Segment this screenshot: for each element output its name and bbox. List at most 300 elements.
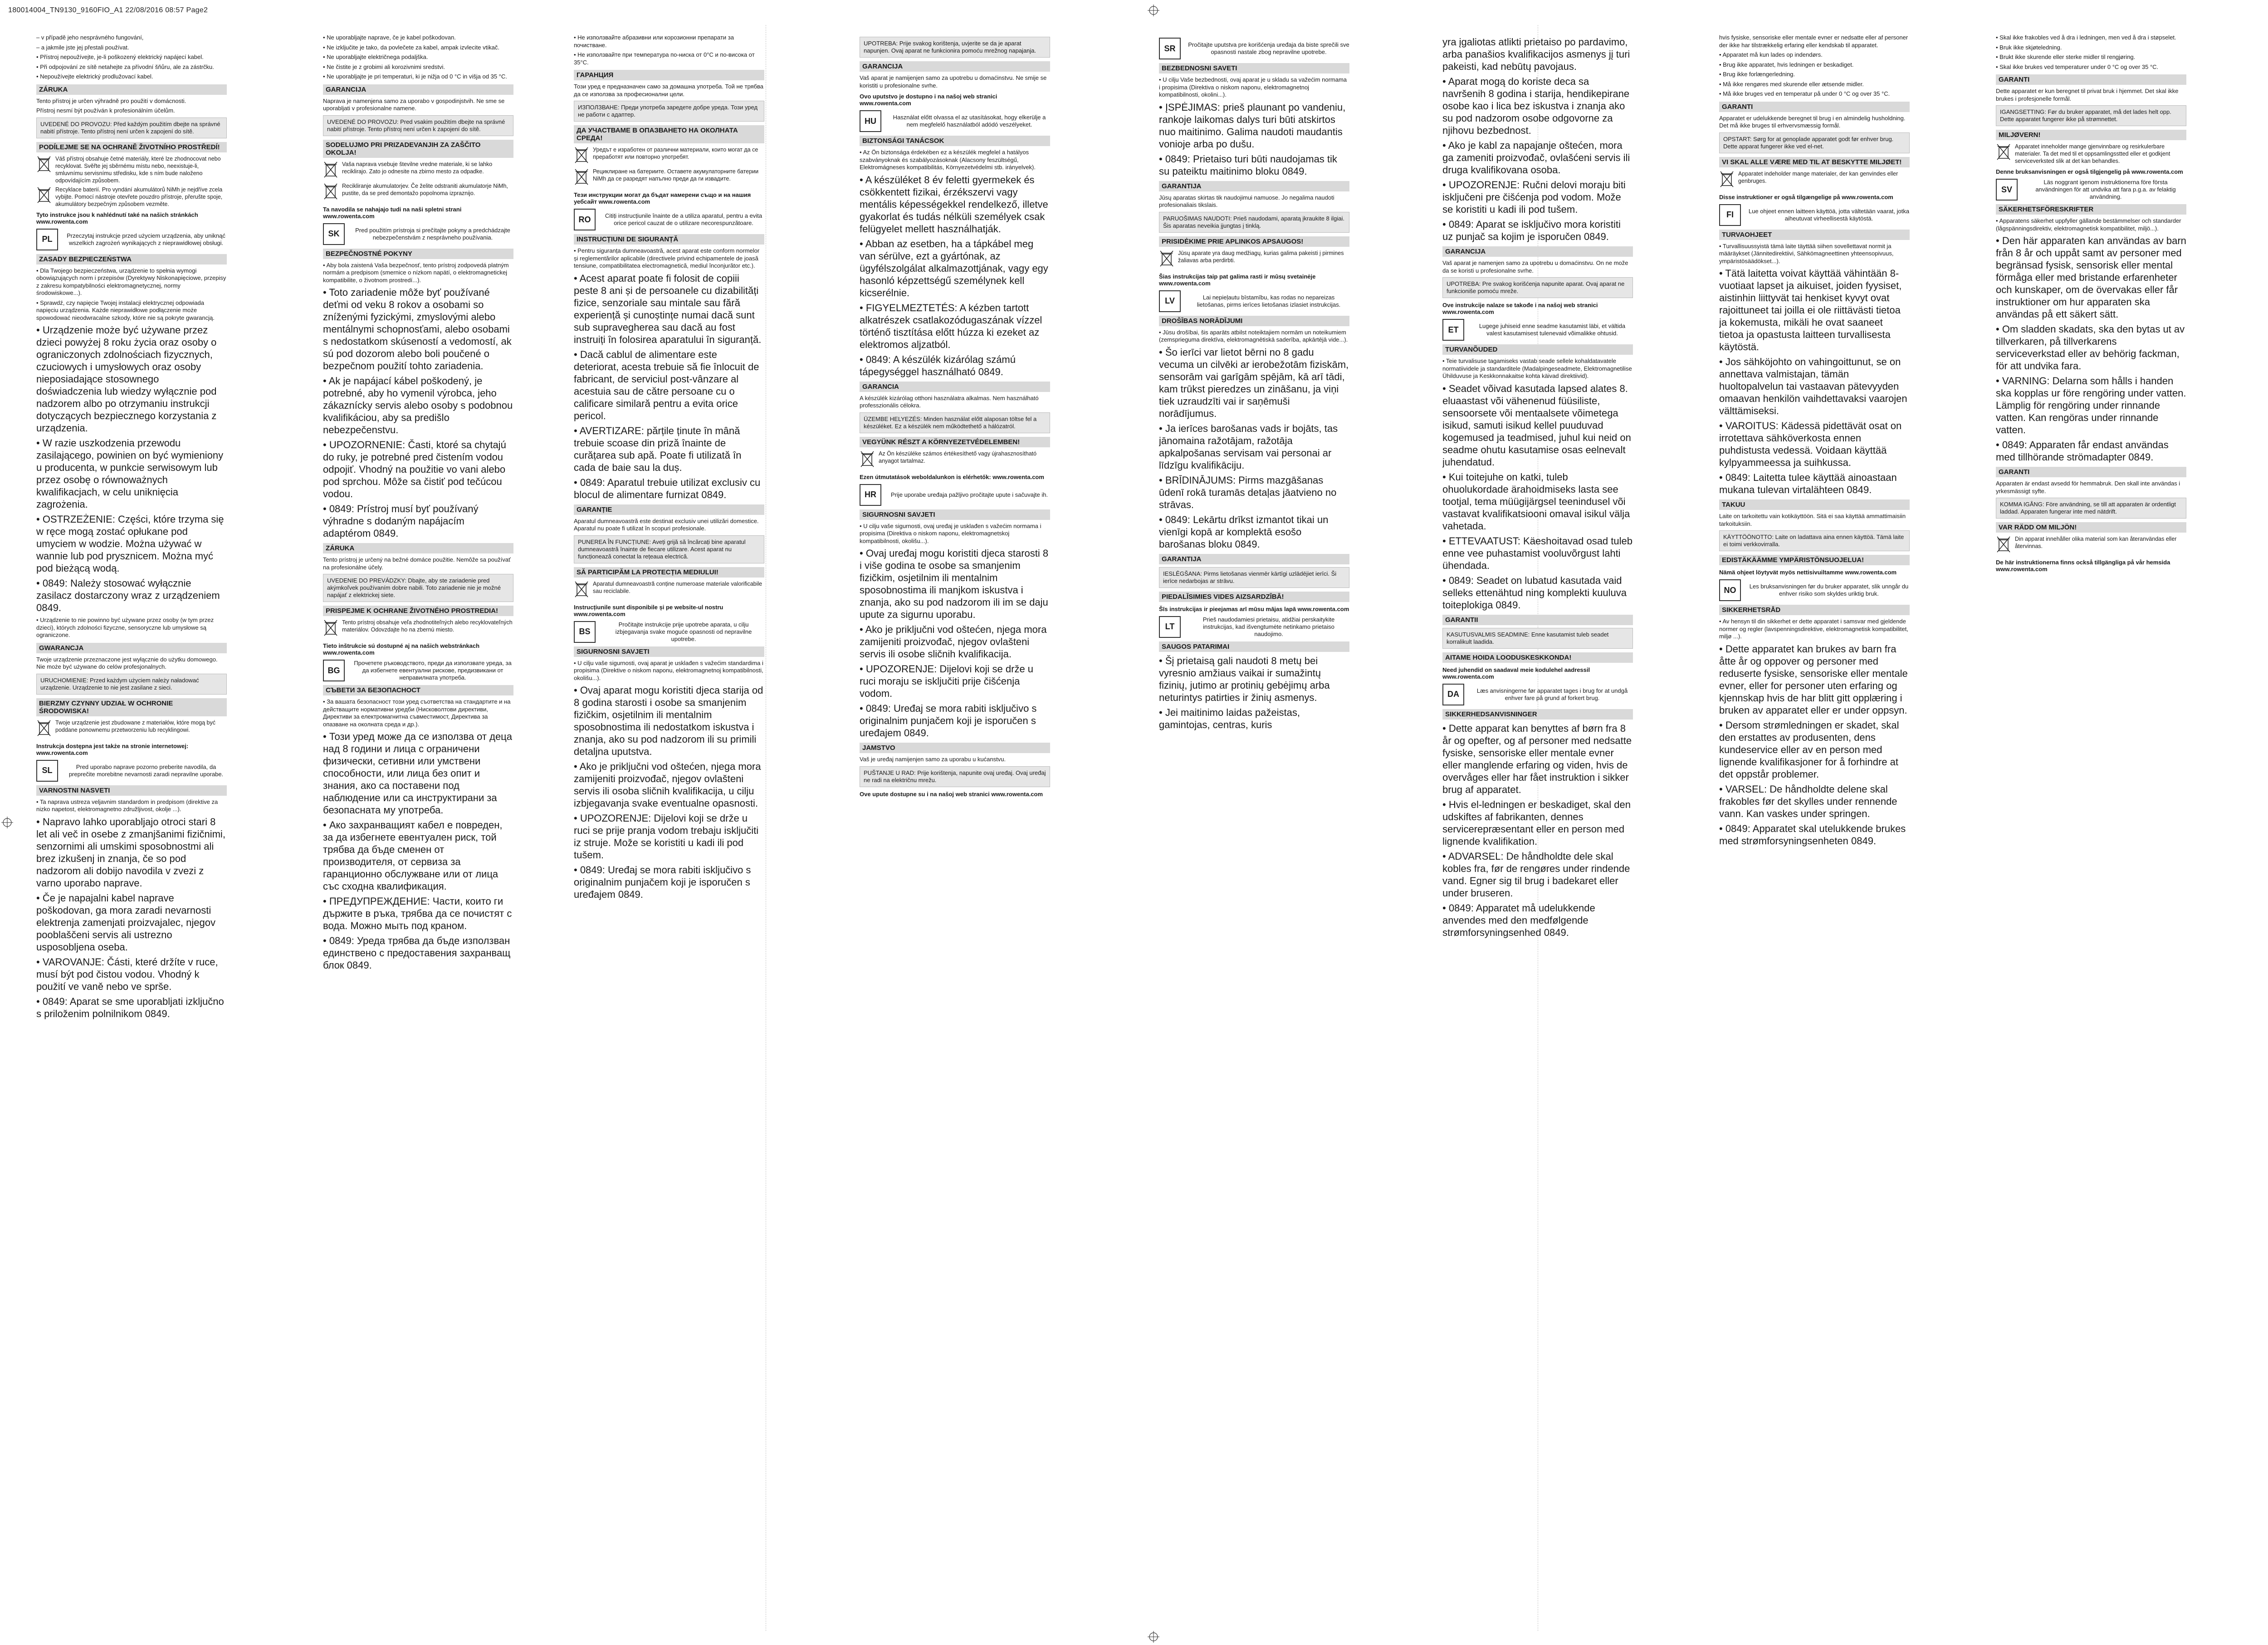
section-heading: GARANTIJA [1159,181,1349,191]
safety-warning-text: • 0849: Lekārtu drīkst izmantot tikai un vienīgi kopā ar komplektā esošo barošanas bloku 0849. [1159,514,1329,550]
safety-warning-text: • Dette apparatet kan brukes av barn fra åtte år og oppover og personer med reduserte fysiske, sensoriske eller mentale evner, eller for personer uten erfaring og kjennskap hvis de har blitt gitt opplæring i bruken av apparatet eller er under oppsyn. [1719,643,1908,716]
language-section-header [574,209,764,230]
section-heading: AITAME HOIDA LOODUSKESKKONDA! [1442,652,1633,663]
section-heading: PRISIDĖKIME PRIE APLINKOS APSAUGOS! [1159,236,1349,247]
body-text: • U cilju vaše sigurnosti, ovaj aparat je usklađen s važećim standardima i propisima (Direktive o niskom naponu, elektromagnetnoj kompatibilnosti, okolišu...). [574,659,763,681]
boxed-notice: ИЗПОЛЗВАНЕ: Преди употреба заредете добре уреда. Този уред не работи с адаптер. [574,101,764,122]
safety-warning-text: • 0849: Uređaj se mora rabiti isključivo s originalnim punjačem koji je isporučen s uređajem 0849. [574,864,751,900]
safety-warning-text: • Ako je priključni vod oštećen, njega mora zamijeniti proizvođač, njegov ovlašteni servis ili osobe sličnih kvalifikacija. [860,624,1047,660]
recycling-notice [574,580,764,600]
body-text: Vaš aparat je namijenjen samo za upotrebu u domaćinstvu. Ne smije se koristiti u profesionalne svrhe. [860,74,1047,89]
text-column [1442,34,1633,1617]
language-section-header [1442,319,1633,341]
text-column [1719,34,1910,1617]
section-heading: TURVANÕUDED [1442,344,1633,355]
website-note: Disse instruktioner er også tilgængelige på www.rowenta.com [1719,193,1893,201]
safety-warning-text: • 0849: Seadet on lubatud kasutada vaid selleks ettenähtud ning komplekti kuuluva toiteplokiga 0849. [1442,574,1627,611]
recycling-notice [36,155,227,184]
safety-warning-text: • Tätä laitetta voivat käyttää vähintään 8-vuotiaat lapset ja aikuiset, joiden fyysiset, aistinhin liittyvät tai henkiset kyvyt ovat rajoittuneet tai joilla ei ole riittävästi tietoa ja kokemusta, mikäli he ovat saaneet tietoa ja opastusta laitteen turvallisesta käytöstä. [1719,268,1902,352]
boxed-notice: IGANGSETTING: Før du bruker apparatet, må det lades helt opp. Dette apparatet fungerer ikke på strømnettet. [1996,105,2186,126]
website-note: De här instruktionerna finns också tillgängliga på vår hemsida www.rowenta.com [1996,559,2170,573]
safety-warning-text: • 0849: Apparaten får endast användas med tillhörande strömadapter 0849. [1996,439,2169,463]
recycling-notice [1996,535,2186,555]
body-text: • U cilju vaše sigurnosti, ovaj uređaj je usklađen s važećim normama i propisima (Direktiva o niskom naponu, elektromagnetskoj kompatibilnosti, okolišu...). [860,522,1041,544]
crossed-out-bin-icon [1996,535,2011,555]
crossed-out-bin-icon [323,161,338,181]
safety-warning-text: • Dacă cablul de alimentare este deteriorat, acesta trebuie să fie înlocuit de fabricant, de serviciul post-vânzare al acestuia sau de către persoane cu o calificare similară pentru a evita orice pericol. [574,348,759,421]
language-section-header [1442,684,1633,705]
safety-warning-text: • VAROVANJE: Části, které držíte v ruce, musí být pod čistou vodou. Vhodný k použití ve vaně nebo ve sprše. [36,956,218,992]
safety-warning-text: • Ако захранващият кабел е повреден, за да избегнете евентуален риск, той трябва да бъде сменен от производителя, от сервиза за гаранционно обслужване или от лица със сходна квалификация. [323,819,503,892]
safety-warning-text: • 0849: Aparatul trebuie utilizat exclusiv cu blocul de alimentare furnizat 0849. [574,476,761,500]
language-intro-text: Les bruksanvisningen før du bruker apparatet, slik unngår du enhver risiko som skyldes uriktig bruk. [1749,583,1909,597]
body-text: hvis fysiske, sensoriske eller mentale evner er nedsatte eller af personer der ikke har tilstrækkelig erfaring eller kendskab til apparatet. [1719,34,1908,49]
section-heading: GARANTI [1996,74,2186,85]
website-note: Ove instrukcije nalaze se takođe i na našoj web stranici www.rowenta.com [1442,302,1598,315]
body-text: Apparatet er udelukkende beregnet til brug i en almindelig husholdning. Det må ikke bruges til erhvervsmæssig formål. [1719,114,1906,129]
text-column [1996,34,2186,1617]
section-heading: ZÁRUKA [323,543,513,553]
section-heading: VEGYÜNK RÉSZT A KÖRNYEZETVÉDELEMBEN! [860,437,1050,447]
language-intro-text: Läs noggrant igenom instruktionerna före första användningen för att undvika att fara p.g.a. av felaktig användning. [2035,179,2176,200]
recycling-notice [860,450,1050,470]
safety-warning-text: • VAROITUS: Kädessä pidettävät osat on irrotettava sähköverkosta ennen puhdistusta vedessä. Voidaan käyttää kylpyammeessa ja suihkussa. [1719,420,1902,468]
safety-warning-text: • UPOZORENJE: Dijelovi koji se drže u ruci moraju se isključiti prije čišćenja vodom. [860,663,1034,699]
website-note: Instrukcja dostępna jest także na stronie internetowej: www.rowenta.com [36,742,189,756]
body-text: • Не използвайте абразивни или корозионни препарати за почистване. [574,34,734,49]
boxed-notice: PUŠTANJE U RAD: Prije korištenja, napunite ovaj uređaj. Ovaj uređaj ne radi na električnu mrežu. [860,766,1050,787]
section-heading: SODELUJMO PRI PRIZADEVANJIH ZA ZAŠČITO OKOLJA! [323,140,513,158]
body-text: Jūsų aparatas skirtas tik naudojimui namuose. Jo negalima naudoti profesionaliais tikslais. [1159,194,1334,208]
safety-warning-text: • 0849: Aparat se isključivo mora koristiti uz punjač sa kojim je isporučen 0849. [1442,219,1621,242]
boxed-notice: ÜZEMBE HELYEZÉS: Minden használat előtt alaposan töltse fel a készüléket. Ez a készülék nem működtethető a hálózatról. [860,412,1050,433]
language-code-badge: SR [1159,38,1181,59]
body-text: • Må ikke bruges ved en temperatur på under 0 °C og over 35 °C. [1719,90,1890,97]
section-heading: SÄKERHETSFÖRESKRIFTER [1996,204,2186,215]
language-code-badge: FI [1719,204,1741,226]
language-code-badge: NO [1719,579,1741,601]
body-text: • Nepoužívejte elektrický prodlužovací kabel. [36,73,153,80]
recycling-text: Recikliranje akumulatorjev. Če želite odstraniti akumulatorje NiMh, pustite, da se pred demontažo popolnoma izpraznijo. [342,182,508,196]
recycling-text: Рециклиране на батериите. Оставете акумулаторните батерии NiMh да се разредят напълно преди да ги извадите. [593,168,759,182]
safety-warning-text: • FIGYELMEZTETÉS: A kézben tartott alkatrészek csatlakozódugaszának vízzel történő tisztítása előtt húzza ki ezeket az elektromos aljzatból. [860,302,1042,350]
safety-warning-text: • Acest aparat poate fi folosit de copiii peste 8 ani și de persoanele cu dizabilități fizice, senzoriale sau mintale sau fără experiență și cunoștințe numai dacă sunt sub supravegherea sau dacă au fost instruiți în folosirea aparatului în siguranță. [574,272,762,345]
section-heading: ГАРАНЦИЯ [574,70,764,80]
body-text: • Brug ikke apparatet, hvis ledningen er beskadiget. [1719,61,1854,68]
language-code-badge: SL [36,760,58,782]
boxed-notice: PARUOŠIMAS NAUDOTI: Prieš naudodami, aparatą įkraukite 8 ilgiai. Šis aparatas neveikia įjungtas į tinklą. [1159,212,1349,233]
recycling-notice [574,168,764,188]
language-intro-text: Lugege juhiseid enne seadme kasutamist läbi, et vältida valest kasutamisest tulenevaid võimalikke ohtusid. [1479,323,1626,337]
safety-warning-text: • Този уред може да се използва от деца над 8 години и лица с ограничени физически, сетивни или умствени способности, или лица без опит и знания, ако са поставени под наблюдение или са инструктирани за безопасната му употреба. [323,731,513,816]
section-heading: SIKKERHETSRÅD [1719,605,1910,615]
body-text: • Urządzenie to nie powinno być używane przez osoby (w tym przez dzieci), których zdolności fizyczne, sensoryczne lub umysłowe są ograniczone. [36,617,214,638]
section-heading: BEZBEDNOSNI SAVETI [1159,63,1349,73]
recycling-text: Din apparat innehåller olika material som kan återanvändas eller återvinnas. [2015,536,2177,549]
section-heading: VAR RÄDD OM MILJÖN! [1996,522,2186,533]
language-section-header [574,621,764,643]
safety-warning-text: • Šį prietaisą gali naudoti 8 metų bei vyresnio amžiaus vaikai ir sumažintų fizinių, jutimo ar protinių gebėjimų arba neturintys patirties ir žinių asmenys. [1159,655,1330,703]
safety-warning-text: yra įgaliotas atlikti prietaiso po pardavimo, arba panašios kvalifikacijos asmenys jį turi pakeisti, kad nebūtų pavojaus. [1442,36,1630,72]
safety-warning-text: • Om sladden skadats, ska den bytas ut av tillverkaren, på tillverkarens serviceverkstad eller av behörig fackman, för att undvika fara. [1996,323,2185,372]
website-note: Šias instrukcijas taip pat galima rasti ir mūsų svetainėje www.rowenta.com [1159,273,1316,287]
website-note: Ta navodila se nahajajo tudi na naši spletni strani www.rowenta.com [323,206,462,220]
safety-warning-text: • 0849: Apparatet må udelukkende anvendes med den medfølgende strømforsyningsenhed 0849. [1442,902,1595,938]
safety-warning-text: • Če je napajalni kabel naprave poškodovan, ga mora zaradi nevarnosti elektrenja zamenjati proizvajalec, njegov pooblaščeni servis ali ustrezno usposobljena oseba. [36,892,215,953]
language-intro-text: Pročitajte instrukcije prije upotrebe aparata, u cilju izbjegavanja svake moguće opasnosti od nepravilne upotrebe. [615,621,752,642]
boxed-notice: UVEDENÉ DO PROVOZU: Pred vsakim použitím dbejte na správné nabití přístroje. Tento přístroj není určen k zapojení do sítě. [323,115,513,136]
body-text: • Ta naprava ustreza veljavnim standardom in predpisom (direktive za nizko napetost, elektromagnetno združljivost, okolje ...). [36,798,218,813]
section-heading: SĂ PARTICIPĂM LA PROTECȚIA MEDIULUI! [574,567,764,578]
registration-mark-icon [1148,5,1159,16]
language-intro-text: Przeczytaj instrukcje przed użyciem urządzenia, aby uniknąć wszelkich zagrożeń wynikających z nieprawidłowej obsługi. [67,232,225,246]
safety-warning-text: • Ak je napájací kábel poškodený, je potrebné, aby ho vymenil výrobca, jeho zákaznícky servis alebo osoby s podobnou kvalifikáciou, aby sa predišlo nebezpečenstvu. [323,375,513,436]
language-section-header [323,223,513,245]
language-code-badge: PL [36,229,58,250]
section-heading: ZÁRUKA [36,84,227,95]
safety-warning-text: • Ako je kabl za napajanje oštećen, mora ga zameniti proizvođač, ovlašćeni servis ili druga kvalifikovana osoba. [1442,140,1630,176]
recycling-notice [36,186,227,208]
body-text: Vaš je uređaj namijenjen samo za uporabu u kućanstvu. [860,756,1006,763]
body-text: • Aby bola zaistená Vaša bezpečnosť, tento prístroj zodpovedá platným normám a predpisom (smernice o nízkom napätí, o elektromagnetickej kompatibilite, o životnom prostredí...). [323,261,509,284]
safety-warning-text: • Kui toitejuhe on katki, tuleb ohuolukordade ärahoidmiseks lasta see tootjal, tema müügijärgsel teenindusel või vastavat kvalifikatsiooni omaval isikul välja vahetada. [1442,471,1630,532]
crossed-out-bin-icon [860,450,875,470]
website-note: Instrucțiunile sunt disponibile și pe website-ul nostru www.rowenta.com [574,603,723,617]
recycling-text: Recyklace baterií. Pro vyndání akumulátorů NiMh je nejdříve zcela vybijte. Pomocí nástroje otevřete pouzdro přístroje, přerušte spoje, akumulátory bezpečným způsobem vezměte. [55,186,223,207]
language-section-header [860,110,1050,132]
safety-warning-text: • UPOZORENJE: Dijelovi koji se drže u ruci se prije pranja vodom trebaju isključiti iz struje. Može se koristiti u kadi ili pod tušem. [574,813,759,861]
language-section-header [36,229,227,250]
recycling-text: Tento prístroj obsahuje veľa zhodnotiteľných alebo recyklovateľných materiálov. Odovzdajte ho na zbernú miesto. [342,619,513,633]
body-text: Dette apparatet er kun beregnet til privat bruk i hjemmet. Det skal ikke brukes i profesjonelle formål. [1996,88,2179,102]
language-section-header [860,484,1050,506]
safety-warning-text: • Urządzenie może być używane przez dzieci powyżej 8 roku życia oraz osoby o ograniczonych zdolnościach fizycznych, czuciowych i umysłowych oraz osoby nieposiadające stosownego doświadczenia lub wiedzy wyłącznie pod nadzorem albo po otrzymaniu instrukcji dotyczących bezpiecznego korzystania z urządzenia. [36,324,217,434]
body-text: Naprava je namenjena samo za uporabo v gospodinjstvih. Ne sme se uporabljati v profesionalne namene. [323,97,505,112]
crossed-out-bin-icon [574,580,589,600]
language-code-badge: BG [323,660,345,681]
website-note: Nämä ohjeet löytyvät myös nettisivuiltamme www.rowenta.com [1719,569,1897,576]
language-code-badge: HR [860,484,881,506]
recycling-text: Vaša naprava vsebuje številne vredne materiale, ki se lahko reciklirajo. Zato jo odnesite na zbirno mesto za odpadke. [342,161,493,175]
body-text: • Jūsu drošībai, šis aparāts atbilst noteiktajiem normām un noteikumiem (zemsprieguma direktīva, elektromagnētiskā saderība, apkārtējā vide...). [1159,328,1348,343]
body-text: Twoje urządzenie przeznaczone jest wyłącznie do użytku domowego. Nie może być używane do celów profesjonalnych. [36,656,218,670]
boxed-notice: KASUTUSVALMIS SEADMINE: Enne kasutamist tuleb seadet korralikult laadida. [1442,628,1633,649]
safety-warning-text: • 0849: A készülék kizárólag számú tápegységgel használható 0849. [860,353,1016,377]
section-heading: BIZTONSÁGI TANÁCSOK [860,136,1050,146]
boxed-notice: KÄYTTÖÖNOTTO: Laite on ladattava aina ennen käyttöä. Tämä laite ei toimi verkkovirralla. [1719,530,1910,551]
recycling-text: Уредът е изработен от различни материали, които могат да се преработят или повторно употребят. [593,147,758,160]
safety-warning-text: • A készüléket 8 év feletti gyermekek és csökkentett fizikai, érzékszervi vagy mentális képességekkel rendelkező, illetve gyakorlat és tudás nélküli személyek csak felügyelet mellett használhatják. [860,174,1048,235]
language-code-badge: BS [574,621,596,643]
boxed-notice: UVEDENÉ DO PROVOZU: Před každým použitím dbejte na správné nabití přístroje. Tento přístroj není určen k zapojení do sítě. [36,118,227,138]
recycling-notice [323,161,513,181]
safety-warning-text: • VARNING: Delarna som hålls i handen ska kopplas ur före rengöring under vatten. Lämplig för rengöring under rinnande vatten. Kan rengöras under rinnande vatten. [1996,375,2186,436]
section-heading: SAUGOS PATARIMAI [1159,641,1349,652]
boxed-notice: URUCHOMIENIE: Przed każdym użyciem należy naładować urządzenie. Urządzenie to nie jest zasilane z sieci. [36,674,227,695]
body-text: • Pentru siguranța dumneavoastră, acest aparat este conform normelor și reglementărilor aplicabile (directivele privind echipamentele de joasă tensiune, compatibilitatea electromagnetică, mediul înconjurător etc.). [574,247,760,269]
crossed-out-bin-icon [574,168,589,188]
safety-warning-text: • 0849: Laitetta tulee käyttää ainoastaan mukana tulevan virtalähteen 0849. [1719,472,1897,495]
safety-warning-text: • BRĪDINĀJUMS: Pirms mazgāšanas ūdenī rokā turamās detaļas jāatvieno no strāvas. [1159,474,1337,510]
safety-warning-text: • Ovaj uređaj mogu koristiti djeca starosti 8 i više godina te osobe sa smanjenim fizičkim, osjetilnim ili mentalnim sposobnostima ili manjkom iskustva i znanja, ako su pod nadzorom ili im se daju upute za sigurnu uporabu. [860,548,1049,620]
section-heading: GARANCIJA [323,84,513,95]
text-column [36,34,227,1617]
section-heading: INSTRUCȚIUNI DE SIGURANȚĂ [574,234,764,245]
language-intro-text: Használat előtt olvassa el az utasításokat, hogy elkerülje a nem megfelelő használatból adódó veszélyeket. [893,114,1046,128]
section-heading: GARANCIJA [1442,246,1633,257]
section-heading: DROŠĪBAS NORĀDĪJUMI [1159,316,1349,326]
language-intro-text: Pred uporabo naprave pozorno preberite navodila, da preprečite morebitne nevarnosti zaradi nepravilne uporabe. [68,763,224,778]
crossed-out-bin-icon [36,186,52,208]
body-text: • Brug ikke forlængerledning. [1719,71,1795,78]
section-heading: GARANTIJA [1159,554,1349,564]
section-heading: GARANTII [1442,615,1633,625]
safety-warning-text: • OSTRZEŻENIE: Części, które trzyma się w ręce mogą zostać opłukane pod umyciem w wodzie. Można używać w wannie lub pod prysznicem. Można myć pod bieżącą wodą. [36,514,224,574]
section-heading: SIGURNOSNI SAVJETI [860,509,1050,520]
body-text: Vaš aparat je namenjen samo za upotrebu u domaćinstvu. On ne može da se koristi u profesionalne svrhe. [1442,259,1628,274]
language-intro-text: Прочетете ръководството, преди да използвате уреда, за да избегнете евентуални рискове, предизвикани от неправилната употреба. [354,660,512,681]
language-intro-text: Prieš naudodamiesi prietaisu, atidžiai perskaitykite instrukcijas, kad išvengtumėte netinkamo prietaiso naudojimo. [1202,616,1335,637]
safety-warning-text: • 0849: Уреда трябва да бъде използван единствено с предоставения захранващ блок 0849. [323,935,511,971]
recycling-text: Apparatet indeholder mange materialer, der kan genvindes eller genbruges. [1738,170,1898,184]
section-heading: СЪВЕТИ ЗА БЕЗОПАСНОСТ [323,685,513,695]
body-text: • Teie turvalisuse tagamiseks vastab seade sellele kohaldatavatele normatiividele ja standarditele (Madalpingeseadmete, Elektromagnetilise Ühilduvuse ja Keskkonnakaitse kohta käivad direktiivid). [1442,357,1632,379]
section-heading: BIERZMY CZYNNY UDZIAŁ W OCHRONIE ŚRODOWISKA! [36,698,227,716]
crossed-out-bin-icon [36,719,52,739]
language-code-badge: SV [1996,179,2018,201]
section-heading: GARANTI [1996,467,2186,477]
section-heading: GARANCIJA [860,61,1050,72]
website-note: Tieto inštrukcie sú dostupné aj na našich webstránkach www.rowenta.com [323,642,480,656]
crossed-out-bin-icon [323,182,338,202]
recycling-notice [1159,250,1349,269]
crossed-out-bin-icon [1159,250,1174,269]
crossed-out-bin-icon [36,155,52,184]
recycling-notice [36,719,227,739]
section-heading: GARANTI [1719,102,1910,112]
text-column [323,34,513,1617]
boxed-notice: IESLĒGŠANA: Pirms lietošanas vienmēr kārtīgi uzlādējiet ierīci. Ši ierīce nedarbojas ar strāvu. [1159,567,1349,588]
language-code-badge: RO [574,209,596,230]
body-text: Този уред е предназначен само за домашна употреба. Той не трябва да се използва за професионални цели. [574,83,764,98]
website-note: Denne bruksanvisningen er også tilgjengelig på www.rowenta.com [1996,168,2183,175]
safety-warning-text: • 0849: Prietaiso turi būti naudojamas tik su pateiktu maitinimo bloku 0849. [1159,153,1337,177]
body-text: • Ne izključite je tako, da povlečete za kabel, ampak izvlecite vtikač. [323,44,499,51]
body-text: • Apparatet må kun lades op indendørs. [1719,51,1823,58]
website-note: Ovo uputstvo je dostupno i na našoj web stranici www.rowenta.com [860,93,997,107]
language-section-header [323,660,513,681]
language-intro-text: Lue ohjeet ennen laitteen käyttöä, jotta vältetään vaarat, jotka aiheutuvat virheellisestä käytöstä. [1748,207,1910,222]
section-heading: PODÍLEJME SE NA OCHRANĚ ŽIVOTNÍHO PROSTŘEDÍ! [36,142,227,152]
language-code-badge: LT [1159,616,1181,638]
safety-warning-text: • Toto zariadenie môže byť používané deťmi od veku 8 rokov a osobami so zníženými fyzickými, zmyslovými alebo mentálnymi schopnosťami, alebo osobami s nedostatkom skúseností a vedomostí, ak sú pod dozorom alebo boli poučené o bezpečnom použití tohto zariadenia. [323,287,512,372]
safety-warning-text: • Seadet võivad kasutada lapsed alates 8. eluaastast või vähenenud füüsiliste, sensoorsete või mentaalsete võimetega isikud, samuti isikud kellel puuduvad kogemused ja teadmised, juhul kui neid on seadme ohutu kasutamise osas eelnevalt juhendatud. [1442,382,1631,468]
section-heading: JAMSTVO [860,743,1050,753]
body-text: • Skal ikke brukes ved temperaturer under 0 °C og over 35 °C. [1996,63,2159,70]
safety-warning-text: • 0849: Aparat se sme uporabljati izključno s priloženim polnilnikom 0849. [36,995,224,1019]
recycling-notice [323,619,513,639]
language-intro-text: Lai nepieļautu bīstamību, kas rodas no nepareizas lietošanas, pirms ierīces lietošanas izlasiet instrukcijas. [1197,294,1341,308]
safety-warning-text: • Šo ierīci var lietot bērni no 8 gadu vecuma un cilvēki ar ierobežotām fiziskām, sensorām vai garīgām spējām, kā arī tādi, kam trūkst pieredzes un zināšanu, ja viņi tiek uzraudzīti vai ir saņēmuši norādījumus. [1159,346,1349,419]
safety-warning-text: • ĮSPĖJIMAS: prieš plaunant po vandeniu, rankoje laikomas dalys turi būti atskirtos nuo maitinimo. Galima naudoti maudantis vonioje arba po dušu. [1159,101,1346,150]
body-text: Tento prístroj je určený na bežné domáce použitie. Nemôže sa používať na profesionálne účely. [323,556,511,571]
text-column [574,34,764,1617]
body-text: • Не използвайте при температура по-ниска от 0°С и по-висока от 35°С. [574,51,755,66]
body-text: • Ne uporabljajte naprave, če je kabel poškodovan. [323,34,456,41]
body-text: Tento přístroj je určen výhradně pro použití v domácnosti. [36,97,186,104]
body-text: • Apparatens säkerhet uppfyller gällande bestämmelser och standarder (lågspänningsdirektiv, elektromagnetisk kompatibilitet, miljö...). [1996,217,2181,232]
body-text: Apparaten är endast avsedd för hemmabruk. Den skall inte användas i yrkesmässigt syfte. [1996,480,2180,494]
crossed-out-bin-icon [1719,170,1735,190]
language-code-badge: HU [860,110,881,132]
recycling-notice [323,182,513,202]
text-column [860,34,1050,1617]
body-text: Laite on tarkoitettu vain kotikäyttöön. Sitä ei saa käyttää ammattimaisiin tarkoituksiin. [1719,513,1906,527]
text-column [1159,34,1349,1617]
body-text: • Ne čistite je z grobimi ali korozivnimi sredstvi. [323,63,445,70]
safety-warning-text: • UPOZORNENIE: Časti, ktoré sa chytajú do ruky, je potrebné pred čistením vodou odpojiť. Vhodný na použitie vo vani alebo pod sprchou. Môže sa čistiť pod tečúcou vodou. [323,439,506,499]
section-heading: GARANCIA [860,382,1050,392]
section-heading: SIKKERHEDSANVISNINGER [1442,709,1633,720]
body-text: • Dla Twojego bezpieczeństwa, urządzenie to spełnia wymogi obowiązujących norm i przepisów (Dyrektywy Niskonapięciowe, przepisy z zakresu kompatybilności elektromagnetycznej, normy środowiskowe...). [36,267,226,296]
section-heading: VARNOSTNI NASVETI [36,785,227,796]
recycling-text: Jūsų aparate yra daug medžiagų, kurias galima pakeisti į pirmines žaliavas arba perdirbti. [1178,250,1344,264]
recycling-text: Twoje urządzenie jest zbudowane z materiałów, które mogą być poddane ponownemu przetworzeniu lub recyklingowi. [55,719,215,733]
safety-warning-text: • W razie uszkodzenia przewodu zasilającego, powinien on być wymieniony u producenta, w punkcie serwisowym lub przez osobę o równoważnych kwalifikacjach, w celu uniknięcia zagrożenia. [36,437,224,510]
section-heading: BEZPEČNOSTNÉ POKYNY [323,249,513,259]
body-text: A készülék kizárólag otthoni használatra alkalmas. Nem használható professzionális célokra. [860,394,1039,409]
safety-warning-text: • Den här apparaten kan användas av barn från 8 år och uppåt samt av personer med begränsad fysisk, sensorisk eller mental förmåga eller med bristande erfarenheter och kunskaper, om de övervakas eller får instruktioner om hur apparaten ska användas på ett säkert sätt. [1996,235,2186,320]
body-text: • Av hensyn til din sikkerhet er dette apparatet i samsvar med gjeldende normer og regler (lavspenningsdirektive, elektromagnetisk kompatibilitet, miljø ...). [1719,618,1908,640]
crossed-out-bin-icon [1996,143,2011,165]
section-heading: ZASADY BEZPIECZEŃSTWA [36,254,227,264]
body-text: • U cilju Vaše bezbednosti, ovaj aparat je u skladu sa važećim normama i propisima (Direktiva o niskom naponu, elektromagnetnoj kompatibilnosti, okolini...). [1159,76,1347,98]
language-intro-text: Citiți instrucțiunile înainte de a utiliza aparatul, pentru a evita orice pericol cauzat de o utilizare necorespunzătoare. [605,212,763,226]
body-text: • Brukt ikke skurende eller sterke midler til rengjøring. [1996,54,2136,60]
recycling-text: Váš přístroj obsahuje četné materiály, které lze zhodnocovat nebo recyklovat. Svěřte jej sběrnému místu nebo, neexistuje-li, smluvnímu servisnímu středisku, kde s ním bude naloženo odpovídajícím způsobem. [55,155,221,184]
crossed-out-bin-icon [323,619,338,639]
section-heading: GARANȚIE [574,504,764,515]
recycling-notice [1996,143,2186,165]
language-intro-text: Læs anvisningerne før apparatet tages i brug for at undgå enhver fare på grund af forkert brug. [1476,687,1628,701]
section-heading: EDISTÄKÄÄMME YMPÄRISTÖNSUOJELUA! [1719,555,1910,565]
website-note: Need juhendid on saadaval meie kodulehel aadressil www.rowenta.com [1442,666,1590,680]
safety-warning-text: • Ja ierīces barošanas vads ir bojāts, tas jānomaina ražotājam, ražotāja apkalpošanas servisam vai personai ar līdzīgu kvalifikāciju. [1159,422,1338,471]
section-heading: ДА УЧАСТВАМЕ В ОПАЗВАНЕТО НА ОКОЛНАТА СРЕДА! [574,125,764,143]
safety-warning-text: • Aparat mogą do koriste deca sa navršenih 8 godina i starija, hendikepirane osobe kao i lica bez iskustva i znanja ako su pod nadzorom osobe odgovorne za njihovu bezbednost. [1442,76,1630,136]
safety-warning-text: • ADVARSEL: De håndholdte dele skal kobles fra, før de rengøres under rindende vand. Egner sig til brug i badekaret eller under bruseren. [1442,850,1630,899]
section-heading: MILJØVERN! [1996,130,2186,140]
body-text: • Ne uporabljajte je pri temperaturi, ki je nižja od 0 °C in višja od 35 °C. [323,73,507,80]
language-section-header [1719,579,1910,601]
safety-warning-text: • Abban az esetben, ha a tápkábel meg van sérülve, ezt a gyártónak, az ügyfélszolgálat alkalmazottjának, vagy egy hasonló képzettségű személynek kell kicserélnie. [860,238,1048,299]
body-text: Aparatul dumneavoastră este destinat exclusiv unei utilizări domestice. Aparatul nu poate fi utilizat în scopuri profesionale. [574,517,759,532]
website-note: Ove upute dostupne su i na našoj web stranici www.rowenta.com [860,790,1043,798]
website-note: Тези инструкции могат да бъдат намерени също и на нашия уебсайт www.rowenta.com [574,191,751,205]
safety-warning-text: • 0849: Apparatet skal utelukkende brukes med strømforsyningsenheten 0849. [1719,822,1906,847]
recycling-text: Apparatet inneholder mange gjenvinnbare og resirkulerbare materialer. Ta det med til et oppsamlingsstted eller et godkjent serviceverksted slik at det kan behandles. [2015,143,2170,164]
body-text: Přístroj nesmí být používán k profesionálním účelům. [36,107,175,114]
language-section-header [36,760,227,782]
safety-warning-text: • UPOZORENJE: Ručni delovi moraju biti isključeni pre čišćenja pod vodom. Može se koristiti u kadi ili pod tušem. [1442,179,1626,215]
boxed-notice: UPOTREBA: Prije svakog korištenja, uvjerite se da je aparat napunjen. Ovaj aparat ne funkcionira pomoću mrežnog napajanja. [860,37,1050,58]
website-note: Tyto instrukce jsou k nahlédnutí také na našich stránkách www.rowenta.com [36,211,198,225]
safety-warning-text: • 0849: Prístroj musí byť používaný výhradne s dodaným napájacím adaptérom 0849. [323,503,479,539]
page-header: 180014004_TN9130_9160FIO_A1 22/08/2016 08:57 Page2 [8,6,208,14]
boxed-notice: PUNEREA ÎN FUNCȚIUNE: Aveți grijă să încărcați bine aparatul dumneavoastră înainte de fiecare utilizare. Acest aparat nu funcționează conectat la rețeaua electrică. [574,535,764,563]
section-heading: PIEDALĪSIMIES VIDES AIZSARDZĪBĀ! [1159,592,1349,602]
language-intro-text: Prije uporabe uređaja pažljivo pročitajte upute i sačuvajte ih. [890,491,1048,498]
section-heading: SIGURNOSNI SAVJETI [574,646,764,657]
recycling-text: Aparatul dumneavoastră conține numeroase materiale valorificabile sau reciclabile. [593,580,763,594]
language-code-badge: ET [1442,319,1464,341]
recycling-notice [1719,170,1910,190]
registration-mark-icon [1148,1631,1159,1643]
recycling-notice [574,146,764,166]
body-text: – v případě jeho nesprávného fungování, [36,34,144,41]
language-code-badge: LV [1159,290,1181,312]
section-heading: GWARANCJA [36,643,227,653]
section-heading: VI SKAL ALLE VÆRE MED TIL AT BESKYTTE MILJØET! [1719,157,1910,167]
safety-warning-text: • 0849: Uređaj se mora rabiti isključivo s originalnim punjačem koji je isporučen s uređajem 0849. [860,703,1037,739]
safety-warning-text: • ETTEVAATUST: Käeshoitavad osad tuleb enne vee puhastamist vooluvõrgust lahti ühendada. [1442,535,1633,571]
website-note: Šīs instrukcijas ir pieejamas arī mūsu mājas lapā www.rowenta.com [1159,605,1349,612]
body-text: • Az Ön biztonsága érdekében ez a készülék megfelel a hatályos szabványoknak és szabályozásoknak (Alacsony feszültségű, Elektromágneses kompatibilitás, Környezetvédelmi stb. irányelvek). [860,149,1036,171]
body-text: • Sprawdź, czy napięcie Twojej instalacji elektrycznej odpowiada napięciu urządzenia. Każde nieprawidłowe podłączenie może spowodować nieodwracalne szkody, które nie są pokryte gwarancją. [36,299,215,321]
recycling-text: Az Ön készüléke számos értékesíthető vagy újrahasznosítható anyagot tartalmaz. [879,450,1037,464]
language-section-header [1996,179,2186,201]
safety-warning-text: • Dette apparat kan benyttes af børn fra 8 år og opefter, og af personer med nedsatte fysiske, sensoriske eller mentale evner eller manglende erfaring og viden, hvis de overvåges eller har fået instruktion i sikker brug af apparatet. [1442,722,1632,795]
body-text: • Må ikke rengøres med skurende eller ætsende midler. [1719,80,1864,88]
language-section-header [1159,290,1349,312]
boxed-notice: UVEDENIE DO PREVÁDZKY: Dbajte, aby ste zariadenie pred akýmkoľvek používaním dobre nabili. Toto zariadenie nie je možné napájať z elektrickej siete. [323,574,513,602]
body-text: • Skal ikke frakobles ved å dra i ledningen, men ved å dra i støpselet. [1996,34,2176,41]
safety-warning-text: • 0849: Należy stosować wyłącznie zasilacz dostarczony wraz z urządzeniem 0849. [36,578,220,613]
safety-warning-text: • Ovaj aparat mogu koristiti djeca starija od 8 godina starosti i osobe sa smanjenim fizičkim, osjetilnim ili mentalnim sposobnostima ili nedostatkom iskustva i znanja, ako su pod nadzorom ili su primili detaljna uputstva. [574,685,763,757]
language-code-badge: DA [1442,684,1464,705]
language-section-header [1159,616,1349,638]
language-intro-text: Pred použitím prístroja si prečítajte pokyny a predchádzajte nebezpečenstvám z nesprávneho používania. [355,226,510,241]
body-text: • За вашата безопасност този уред съответства на стандартите и на действащите нормативни уредби (Нисковолтови директиви, Директиви за електромагнитна съвместимост, Директива за опазване на околната среда и др.). [323,698,511,728]
body-text: • Přístroj nepoužívejte, je-li poškozený elektrický napájecí kabel. [36,54,204,60]
safety-warning-text: • ПРЕДУПРЕЖДЕНИЕ: Части, които ги държите в ръка, трябва да се почистят с вода. Можно мыть под краном. [323,896,512,931]
safety-warning-text: • VARSEL: De håndholdte delene skal frakobles før det skylles under rennende vann. Kan vaskes under springen. [1719,783,1897,819]
section-heading: TAKUU [1719,499,1910,510]
language-code-badge: SK [323,223,345,245]
safety-warning-text: • Hvis el-ledningen er beskadiget, skal den udskiftes af fabrikanten, dennes servicerepræsentant eller en person med lignende kvalifikation. [1442,798,1631,847]
body-text: • Turvallisuussyistä tämä laite täyttää siihen sovellettavat normit ja määräykset (Jännitedirektiivi, Sähkömagneettinen yhteensopivuus, ympäristösäädökset...). [1719,242,1894,264]
section-heading: TURVAOHJEET [1719,230,1910,240]
safety-warning-text: • Jei maitinimo laidas pažeistas, gamintojas, centras, kuris [1159,706,1300,730]
boxed-notice: KOMMA IGÅNG: Före användning, se till att apparaten är ordentligt laddad. Apparaten fungerar inte med nätdrift. [1996,498,2186,519]
language-section-header [1159,38,1349,59]
body-text: – a jakmile jste jej přestali používat. [36,44,129,51]
safety-warning-text: • Dersom strømledningen er skadet, skal den erstattes av produsenten, dens kundeservice eller av en person med lignende kvalifikasjoner for å forhindre at det oppstår problemer. [1719,719,1899,780]
crossed-out-bin-icon [574,146,589,166]
website-note: Ezen útmutatások weboldalunkon is elérhetők: www.rowenta.com [860,473,1044,480]
registration-mark-icon [1,817,13,828]
boxed-notice: UPOTREBA: Pre svakog korišćenja napunite aparat. Ovaj aparat ne funkcioniše pomoću mreže. [1442,277,1633,298]
body-text: • Ne uporabljajte električnega podaljška. [323,54,428,60]
body-text: • Při odpojování ze sítě netahejte za přívodní šňůru, ale za zástrčku. [36,63,214,70]
boxed-notice: OPSTART: Sørg for at genoplade apparatet godt før enhver brug. Dette apparat fungerer ikke ved el-net. [1719,132,1910,153]
safety-warning-text: • Napravo lahko uporabljajo otroci stari 8 let ali več in osebe z zmanjšanimi fizičnimi, senzornimi ali umskimi sposobnostmi ali brez izkušenj in znanja, če so pod nadzorom ali dobijo navodila v zvezi z varno uporabo naprave. [36,816,225,889]
language-section-header [1719,204,1910,226]
safety-warning-text: • AVERTIZARE: părțile ținute în mână trebuie scoase din priză înainte de curățarea sub apă. Poate fi utilizată în cada de baie sau la duș. [574,425,742,473]
section-heading: PRISPEJME K OCHRANE ŽIVOTNÉHO PROSTREDIA! [323,606,513,616]
language-intro-text: Pročitajte uputstva pre korišćenja uređaja da biste sprečili sve opasnosti nastale zbog nepravilne upotrebe. [1188,41,1349,55]
safety-warning-text: • Jos sähköjohto on vahingoittunut, se on annettava valmistajan, tämän huoltopalvelun tai vastaavan pätevyyden omaavan henkilön vaihdettavaksi vaarojen välttämiseksi. [1719,356,1907,416]
